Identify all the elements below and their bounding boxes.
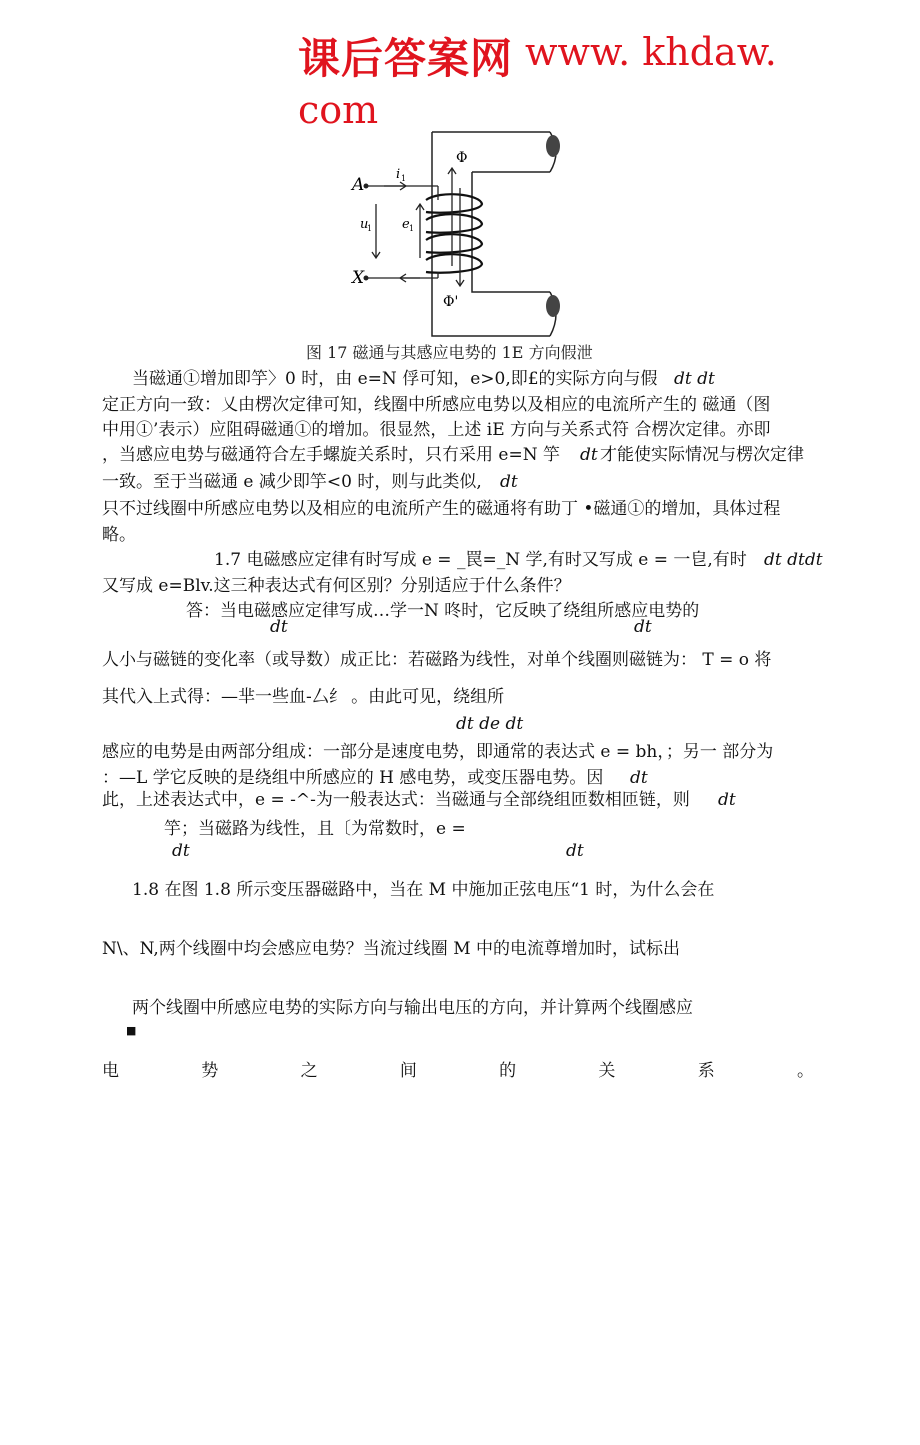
label-i1-sub: 1 <box>401 174 407 183</box>
coil-windings <box>426 194 482 273</box>
e1-arrow <box>416 204 424 258</box>
label-a: A <box>352 175 365 195</box>
text-line-2: 定正方向一致：乂由楞次定律可知，线圈中所感应电势以及相应的电流所产生的 磁通（图 <box>102 395 771 415</box>
last-char-5: 的 <box>499 1061 517 1081</box>
last-line <box>102 1060 814 1082</box>
watermark-com: com <box>298 88 379 132</box>
answer-line-4: 感应的电势是由两部分组成：一部分是速度电势，即通常的表达式 e = bh，；另一 部分为 <box>102 742 774 762</box>
text-line-5: 一致。至于当磁通 e 减少即竽<0 时，则与此类似, <box>102 472 482 492</box>
text-line-1: 当磁通①增加即竽〉0 时，由 e=N 俘可知，e>0,即£的实际方向与假 <box>132 369 658 389</box>
text-line-7: 略。 <box>102 525 136 545</box>
i1-arrow <box>384 182 406 190</box>
last-char-2: 势 <box>201 1061 219 1081</box>
answer-line-5: ：—L 学它反映的是绕组中所感应的 H 感电势，或变压器电势。因 <box>102 768 604 788</box>
label-i1: i <box>396 167 401 182</box>
answer-line-7-dt2: dt <box>566 841 584 861</box>
text-line-3: 中用①’表示）应阻碍磁通①的增加。很显然，上述 iE 方向与关系式符 合楞次定律。亦即 <box>102 420 771 440</box>
last-char-4: 间 <box>399 1061 417 1081</box>
text-line-6: 只不过线圈中所感应电势以及相应的电流所产生的磁通将有助丁 •磁通①的增加，具体过程 <box>102 499 781 519</box>
last-char-7: 系 <box>697 1061 715 1081</box>
text-line-4: ，当感应电势与磁通符合左手螺旋关系时，只冇采用 e=N 竽 <box>102 445 560 465</box>
question-1-7: 1.7 电磁感应定律有时写成 e = _罠=_N 学,有时又写成 e = 一皀,有时 <box>214 550 747 570</box>
label-phi-prime: Φ' <box>443 294 459 310</box>
watermark-url: www. khdaw. <box>525 30 777 74</box>
core-section-bottom <box>546 295 560 317</box>
coil-figure <box>340 128 590 340</box>
return-arrow <box>400 274 420 282</box>
label-phi: Φ <box>456 150 468 166</box>
question-1-8-line-3: 两个线圈中所感应电势的实际方向与输出电压的方向，并计算两个线圈感应 <box>132 998 693 1018</box>
last-char-1: 电 <box>102 1061 119 1081</box>
label-e1: e <box>402 217 410 232</box>
text-line-4-dt: dt <box>580 445 598 465</box>
question-1-7-dt: dt dtdt <box>764 550 823 570</box>
text-line-5-dt: dt <box>500 472 518 492</box>
label-e1-sub: 1 <box>409 224 415 233</box>
answer-line-7: 竽；当磁路为线性，且〔为常数时，e = <box>164 819 466 839</box>
answer-line-1-dt2: dt <box>634 617 652 637</box>
core-section-top <box>546 135 560 157</box>
text-line-1-dt: dt dt <box>674 369 715 389</box>
answer-line-3-sub: dt de dt <box>456 714 524 734</box>
answer-line-3: 其代入上式得：—芈一些血-厶纟 。由此可见，绕组所 <box>102 687 505 707</box>
answer-line-5-dt: dt <box>630 768 648 788</box>
bullet-mark: ■ <box>126 1024 137 1037</box>
answer-line-2: 人小与磁链的变化率（或导数）成正比：若磁路为线性，对单个线圈则磁链为： T = o 将 <box>102 650 772 670</box>
label-x: X <box>352 268 365 288</box>
watermark-cn: 课后答案网 <box>298 34 514 83</box>
question-1-7-cont: 又写成 e=Blv.这三种表达式有何区别？分别适应于什么条件？ <box>102 576 571 596</box>
u1-arrow <box>372 204 380 258</box>
question-1-8-line-2: N\、N,两个线圈中均会感应电势？当流过线圈 M 中的电流尊增加时，试标出 <box>102 939 681 959</box>
answer-line-6: 此，上述表达式中，e = -^-为一般表达式：当磁通与全部绕组匝数相匝链，则 <box>102 790 690 810</box>
figure-caption: 图 17 磁通与其感应电势的 1E 方向假泄 <box>306 343 593 362</box>
last-char-6: 关 <box>598 1061 616 1081</box>
label-u1-sub: 1 <box>367 224 373 233</box>
question-1-8-line-1: 1.8 在图 1.8 所示变压器磁路中，当在 M 中施加正弦电压“1 时，为什么会在 <box>132 880 715 900</box>
last-char-8: 。 <box>796 1061 814 1081</box>
last-char-3: 之 <box>300 1061 318 1081</box>
answer-line-6-dt: dt <box>718 790 736 810</box>
terminal-x <box>364 276 369 281</box>
label-u1: u <box>360 217 369 232</box>
answer-line-1-dt1: dt <box>270 617 288 637</box>
text-line-4-tail: 才能使实际情况与楞次定律 <box>600 445 804 465</box>
answer-line-1: 答：当电磁感应定律写成…学一N 咚时，它反映了绕组所感应电势的 <box>186 601 700 621</box>
answer-line-7-dt1: dt <box>172 841 190 861</box>
